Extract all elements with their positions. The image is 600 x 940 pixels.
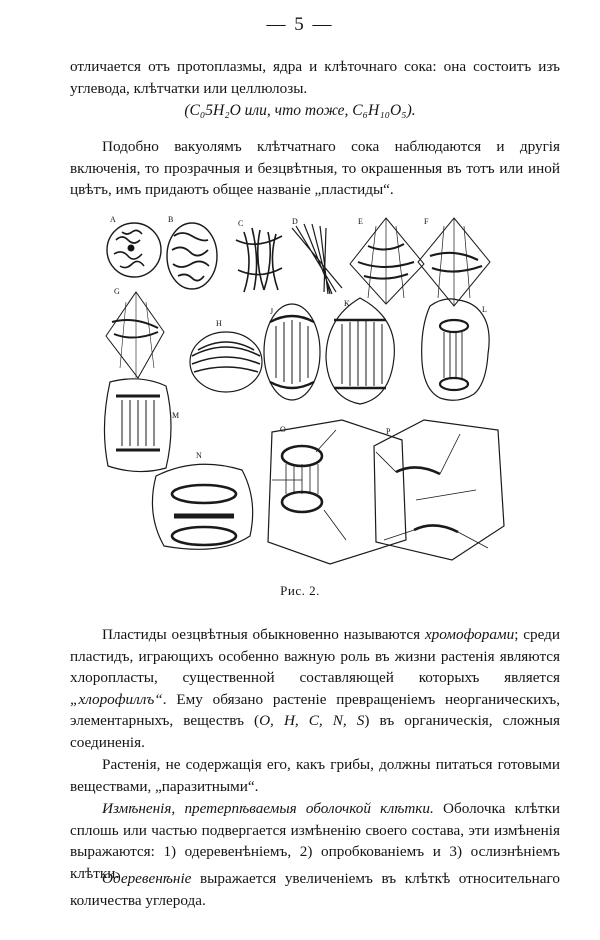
svg-text:L: L [482, 305, 487, 314]
svg-text:D: D [292, 217, 298, 226]
term-chromophores: хромофорами [424, 626, 515, 643]
panel-m [104, 379, 171, 472]
svg-text:K: K [344, 299, 350, 308]
panel-n [152, 464, 252, 549]
svg-text:A: A [110, 215, 116, 224]
plastids-text-4: ) въ органическія, сложныя соединенія. [70, 712, 560, 751]
panel-l [422, 299, 489, 400]
svg-text:F: F [424, 217, 429, 226]
panel-c [236, 228, 282, 292]
term-lignification: Одеревенѣніе [102, 870, 192, 887]
panel-f [418, 218, 490, 306]
panel-g [106, 292, 164, 378]
heading-cell-wall-changes: Измѣненія, претерпѣваемыя оболочкой клѣтки. [102, 800, 434, 817]
lignification-text: выражается увеличеніемъ въ клѣткѣ относительнаго количества углерода. [70, 870, 560, 909]
figure-caption: Рис. 2. [280, 583, 320, 598]
term-chlorophyll: „хлорофиллъ“ [70, 690, 163, 708]
panel-e [350, 218, 424, 304]
plastids-text-3: . Ему обязано растеніе превращеніемъ неорганическихъ, элементарныхъ, веществъ ( [70, 690, 560, 729]
paragraph-plastids [70, 624, 560, 753]
svg-text:G: G [114, 287, 120, 296]
svg-text:P: P [386, 427, 391, 436]
panel-k [326, 298, 394, 404]
panel-h [190, 332, 262, 392]
svg-text:J: J [270, 307, 274, 316]
page-number: — 5 — [266, 14, 334, 35]
paragraph-lignification [70, 868, 560, 911]
paragraph-vacuoles: Подобно вакуолямъ клѣтчатнаго сока наблюдаются и другія включенія, то прозрачныя и безцвѣтныя, то окрашенныя въ тотъ или иной цвѣтъ, имъ придаютъ общее названіе „пластиды“. [70, 138, 560, 198]
formula: (C₀5H₂O или, что тоже, C₆H₁₀O₅). [184, 102, 416, 119]
figure-cell-division [96, 210, 506, 572]
panel-a [107, 223, 161, 277]
paragraph-intro: отличается отъ протоплазмы, ядра и клѣточнаго сока: она состоитъ изъ углевода, клѣтчатки или целлюлозы. [70, 58, 560, 97]
plastids-text-2: ; среди пластидъ, играющихъ особенно важную роль въ жизни растенія являются хлоропласты, существенной составляющей которыхъ является [70, 626, 560, 686]
svg-text:C: C [238, 219, 244, 228]
svg-text:N: N [196, 451, 202, 460]
panel-b [167, 223, 217, 289]
panel-d [292, 224, 342, 294]
panel-p [374, 420, 504, 560]
chemical-elements: O, H, C, N, S [259, 712, 365, 729]
svg-text:H: H [216, 319, 222, 328]
paragraph-fungi: Растенія, не содержащія его, какъ грибы, должны питаться готовыми веществами, „паразитными“. [70, 756, 560, 795]
cell-wall-changes-text: Оболочка клѣтки сплошь или частью подвергается измѣненію своего состава, эти измѣненія выражаются: 1) одеревенѣніемъ, 2) опробкованіемъ и 3) ослизнѣніемъ клѣтки. [70, 800, 560, 882]
panel-o [268, 420, 406, 564]
svg-text:B: B [168, 215, 174, 224]
cell-division-illustration [96, 210, 506, 572]
plastids-text-1: Пластиды оезцвѣтныя обыкновенно называются [102, 626, 425, 643]
panel-j [264, 304, 320, 400]
svg-text:M: M [172, 411, 180, 420]
svg-text:O: O [280, 425, 286, 434]
svg-text:E: E [358, 217, 363, 226]
